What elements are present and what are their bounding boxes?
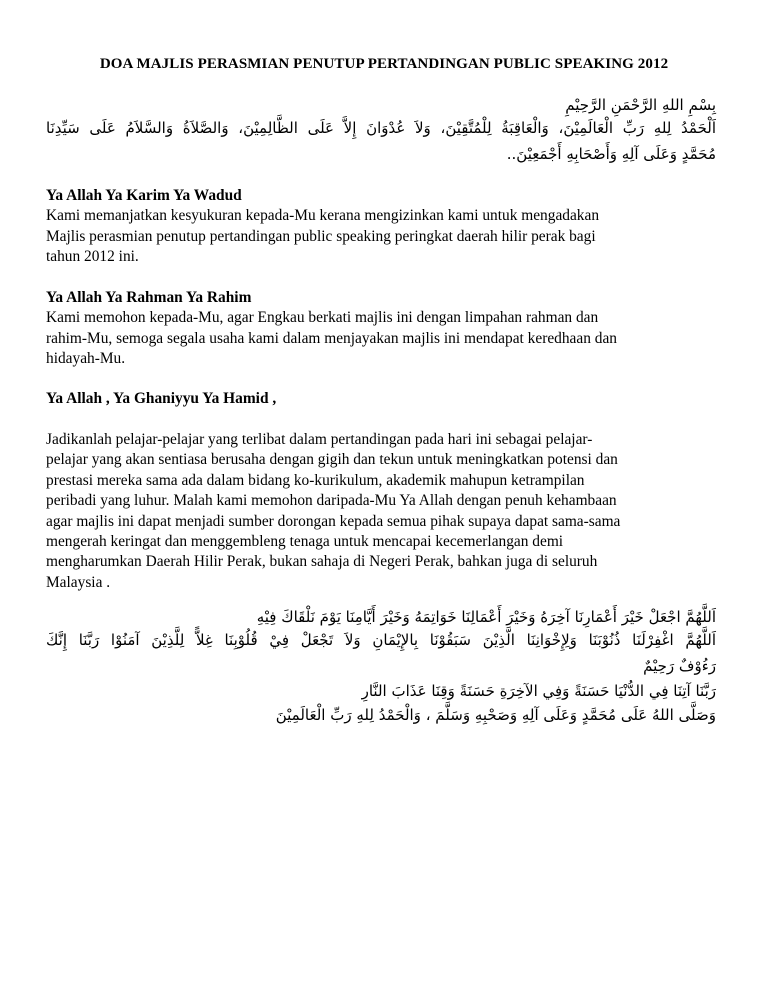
paragraph-line: agar majlis ini dapat menjadi sumber dorongan kepada semua pihak supaya dapat sama-sama bbox=[46, 512, 621, 530]
paragraph-line: hidayah-Mu. bbox=[46, 350, 126, 368]
opening-arabic-line: اَلْحَمْدُ لِلهِ رَبِّ الْعَالَمِيْنَ، وَالْعَاقِبَةُ لِلْمُتَّقِيْنَ، وَلاَ عُدْوَانَ إِلاَّ عَلَى الظَّالِمِيْنَ، وَالصَّلاَةُ وَالسَّلاَمُ عَلَى سَيِّدِنَا bbox=[46, 119, 716, 137]
paragraph-line: tahun 2012 ini. bbox=[46, 248, 139, 266]
paragraph-line: peribadi yang luhur. Malah kami memohon daripada-Mu Ya Allah dengan penuh kehambaan bbox=[46, 492, 617, 510]
paragraph-line: Kami memanjatkan kesyukuran kepada-Mu kerana mengizinkan kami untuk mengadakan bbox=[46, 207, 600, 225]
paragraph-line: mengerah keringat dan menggembleng tenaga untuk mencapai kecemerlangan demi bbox=[46, 533, 564, 551]
main-paragraph bbox=[46, 430, 714, 593]
closing-arabic-line: اَللَّهُمَّ اغْفِرْلَنَا ذُنُوْبَنَا وَلِإِخْوَانِنَا الَّذِيْنَ سَبَقُوْنَا بِالإِيْمَانِ وَلاَ تَجْعَلْ فِيْ قُلُوْبِنَا غِلاًّ لِلَّذِيْنَ آمَنُوْا رَبَّنَا إِنَّكَ bbox=[46, 631, 716, 649]
paragraph-line: pelajar yang akan sentiasa berusaha dengan gigih dan tekun untuk meningkatkan potensi dan bbox=[46, 451, 618, 469]
document-title: DOA MAJLIS PERASMIAN PENUTUP PERTANDINGAN PUBLIC SPEAKING 2012 bbox=[99, 56, 669, 72]
paragraph-line: Majlis perasmian penutup pertandingan public speaking peringkat daerah hilir perak bagi bbox=[46, 227, 596, 245]
closing-arabic-line: رَءُوْفٌ رَحِيْمٌ bbox=[643, 657, 716, 675]
closing-arabic-line: اَللَّهُمَّ اجْعَلْ خَيْرَ أَعْمَارِنَا آخِرَهُ وَخَيْرَ أَعْمَالِنَا خَوَاتِمَهُ وَخَيْرَ أَيَّامِنَا يَوْمَ نَلْقَاكَ فِيْهِ bbox=[256, 608, 716, 626]
section-karim bbox=[46, 186, 714, 268]
opening-basmalah: بِسْمِ اللهِ الرَّحْمَنِ الرَّحِيْمِ bbox=[565, 96, 716, 114]
opening-arabic-line: مُحَمَّدٍ وَعَلَى آلِهِ وَأَصْحَابِهِ أَجْمَعِيْنَ.. bbox=[506, 145, 716, 163]
section-heading: Ya Allah Ya Rahman Ya Rahim bbox=[46, 289, 252, 306]
section-rahman bbox=[46, 288, 714, 370]
section-heading: Ya Allah , Ya Ghaniyyu Ya Hamid , bbox=[46, 390, 277, 407]
closing-arabic-line: رَبَّنَا آتِنَا فِي الدُّنْيَا حَسَنَةً وَفِي الآخِرَةِ حَسَنَةً وَقِنَا عَذَابَ النَّارِ bbox=[361, 682, 716, 700]
paragraph-line: Malaysia . bbox=[46, 573, 111, 591]
section-heading: Ya Allah Ya Karim Ya Wadud bbox=[46, 187, 242, 204]
paragraph-line: prestasi mereka sama ada dalam bidang ko-kurikulum, akademik mahupun ketrampilan bbox=[46, 471, 585, 489]
paragraph-line: Jadikanlah pelajar-pelajar yang terlibat dalam pertandingan pada hari ini sebagai pelajar- bbox=[46, 431, 593, 448]
paragraph-line: rahim-Mu, semoga segala usaha kami dalam menjayakan majlis ini mendapat keredhaan dan bbox=[46, 329, 617, 347]
section-ghaniyyu bbox=[46, 389, 714, 409]
paragraph-line: mengharumkan Daerah Hilir Perak, bukan sahaja di Negeri Perak, bahkan juga di seluruh bbox=[46, 553, 598, 571]
paragraph-line: Kami memohon kepada-Mu, agar Engkau berkati majlis ini dengan limpahan rahman dan bbox=[46, 309, 599, 327]
closing-arabic-line: وَصَلَّى اللهُ عَلَى مُحَمَّدٍ وَعَلَى آلِهِ وَصَحْبِهِ وَسَلَّمَ ، وَالْحَمْدُ لِلهِ رَبِّ الْعَالَمِيْنَ bbox=[275, 706, 716, 724]
